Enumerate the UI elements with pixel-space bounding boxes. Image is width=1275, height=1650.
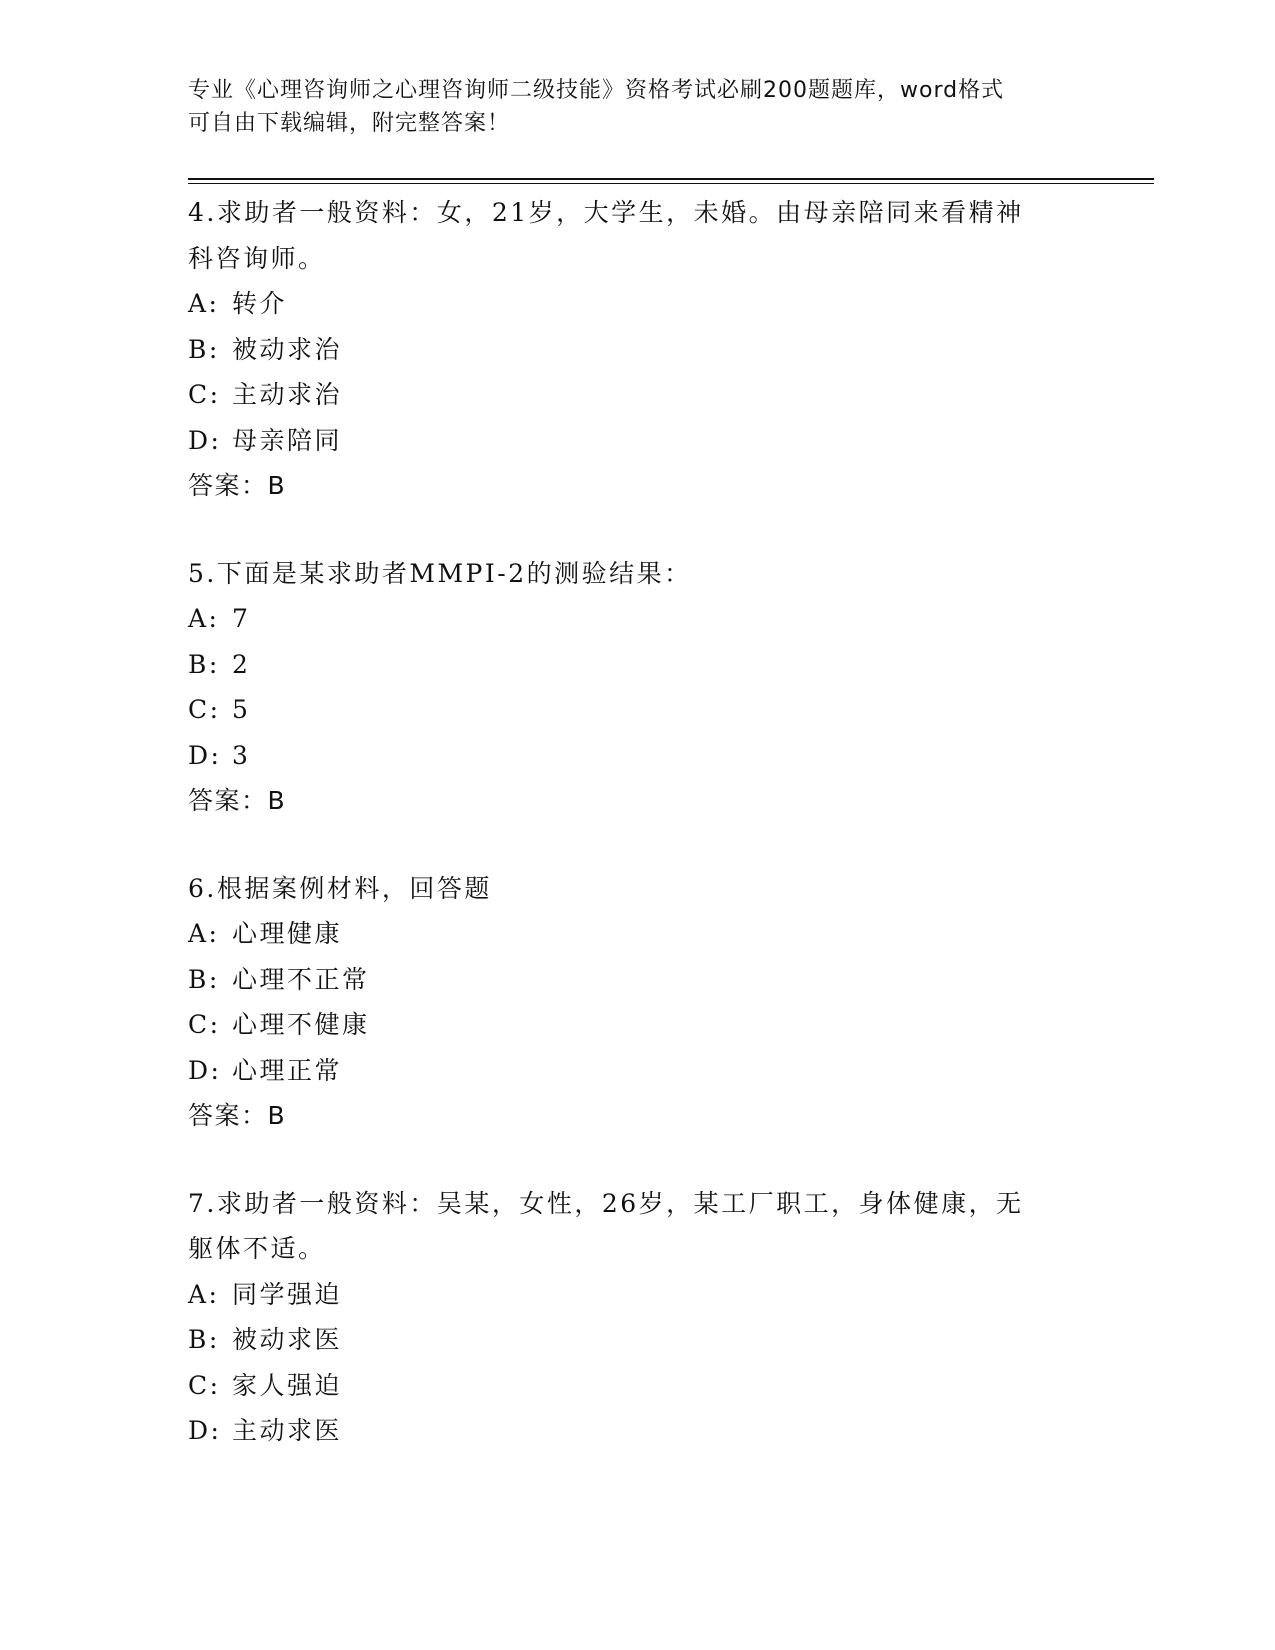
question-5-option-c: [188, 687, 1088, 733]
option-label: B:: [188, 649, 220, 679]
document-header: [188, 74, 1068, 140]
question-5-option-a: [188, 596, 1088, 642]
option-text: 同学强迫: [232, 1279, 343, 1309]
question-7-option-a: [188, 1272, 1088, 1318]
question-7-stem-line-1: 7.求助者一般资料：吴某，女性，26岁，某工厂职工，身体健康，无: [188, 1188, 1024, 1218]
question-list: [188, 190, 1088, 1496]
option-text: 7: [232, 604, 251, 633]
question-4-answer: 答案：B: [188, 471, 287, 500]
option-text: 转介: [232, 289, 288, 318]
option-label: B:: [188, 1325, 220, 1354]
option-label: C:: [188, 1370, 221, 1400]
option-label: D:: [188, 425, 222, 455]
option-label: B:: [188, 964, 220, 994]
option-label: D:: [188, 740, 222, 770]
option-label: D:: [188, 1055, 222, 1085]
question-6-option-c: [188, 1002, 1088, 1048]
question-5: [188, 551, 1088, 824]
question-7-option-d: [188, 1408, 1088, 1454]
option-text: 主动求医: [232, 1416, 343, 1445]
question-6: [188, 866, 1088, 1139]
question-4-stem: [188, 190, 1068, 281]
question-6-option-a: [188, 911, 1088, 957]
option-text: 5: [232, 695, 251, 724]
question-6-stem: [188, 866, 1068, 912]
header-line-1: 专业《心理咨询师之心理咨询师二级技能》资格考试必刷200题题库，word格式: [188, 78, 1005, 103]
option-label: A:: [188, 1279, 220, 1309]
question-6-answer: 答案：B: [188, 1101, 287, 1130]
question-4-stem-line-2: 科咨询师。: [188, 243, 326, 273]
option-text: 被动求治: [232, 334, 343, 364]
option-label: B:: [188, 334, 220, 364]
option-text: 心理正常: [232, 1055, 343, 1085]
question-6-stem-line-1: 6.根据案例材料，回答题: [188, 873, 492, 903]
option-text: 心理不正常: [232, 964, 370, 994]
option-text: 主动求治: [232, 380, 343, 409]
question-5-option-b: [188, 642, 1088, 688]
question-7-option-c: [188, 1363, 1088, 1409]
header-line-2: 可自由下载编辑，附完整答案！: [188, 111, 511, 136]
option-text: 母亲陪同: [232, 425, 343, 455]
option-label: A:: [188, 289, 220, 318]
question-6-option-b: [188, 957, 1088, 1003]
option-text: 家人强迫: [232, 1370, 343, 1400]
option-text: 心理不健康: [232, 1010, 370, 1039]
question-5-stem: [188, 551, 1068, 597]
question-4-option-c: [188, 372, 1088, 418]
question-4-option-b: [188, 327, 1088, 373]
option-text: 3: [232, 740, 251, 770]
question-4-stem-line-1: 4.求助者一般资料：女，21岁，大学生，未婚。由母亲陪同来看精神: [188, 198, 1024, 227]
option-label: C:: [188, 1010, 221, 1039]
question-6-option-d: [188, 1048, 1088, 1094]
option-text: 心理健康: [232, 919, 343, 948]
option-label: A:: [188, 919, 220, 948]
option-label: A:: [188, 604, 220, 633]
option-label: C:: [188, 695, 221, 724]
question-7-stem: [188, 1181, 1068, 1272]
option-text: 2: [232, 649, 251, 679]
question-5-option-d: [188, 733, 1088, 779]
header-divider-thick: [188, 178, 1154, 180]
question-4-option-d: [188, 418, 1088, 464]
question-4: [188, 190, 1088, 509]
question-7: [188, 1181, 1088, 1454]
question-7-stem-line-2: 躯体不适。: [188, 1234, 326, 1263]
option-label: D:: [188, 1416, 222, 1445]
question-5-stem-line-1: 5.下面是某求助者MMPI-2的测验结果：: [188, 558, 692, 588]
option-label: C:: [188, 380, 221, 409]
header-divider-thin: [188, 183, 1154, 184]
question-7-option-b: [188, 1317, 1088, 1363]
question-4-option-a: [188, 281, 1088, 327]
question-5-answer: 答案：B: [188, 786, 287, 815]
option-text: 被动求医: [232, 1325, 343, 1354]
